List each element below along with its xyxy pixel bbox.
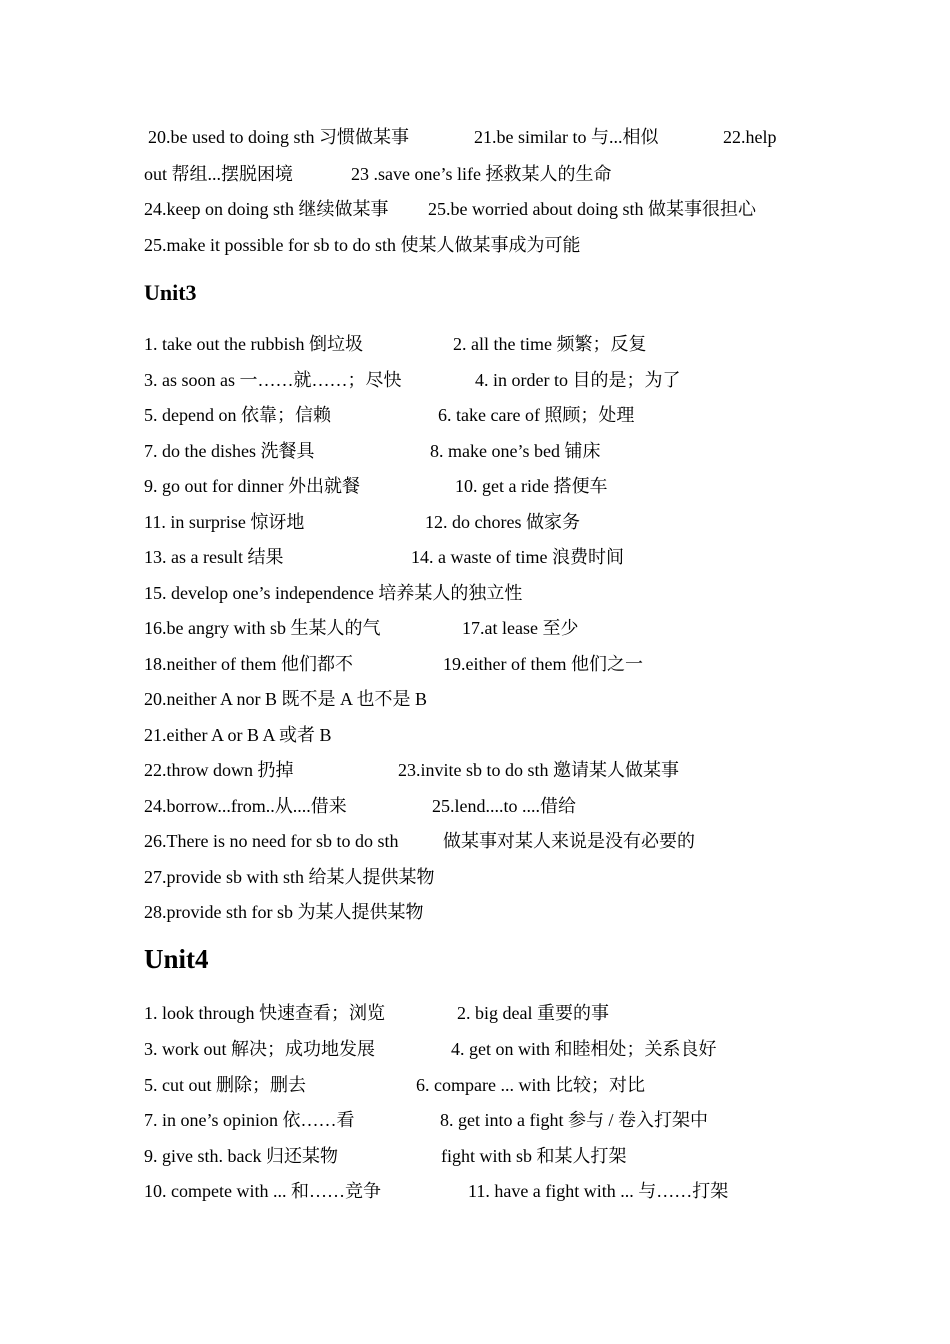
phrase: 7. do the dishes 洗餐具 [144, 441, 315, 461]
phrase: 25.be worried about doing sth 做某事很担心 [428, 199, 756, 219]
phrase: 2. all the time 频繁；反复 [453, 334, 647, 354]
phrase: 14. a waste of time 浪费时间 [411, 547, 624, 567]
unit3-heading: Unit3 [144, 280, 197, 305]
phrase: 5. depend on 依靠；信赖 [144, 405, 331, 425]
phrase: 15. develop one’s independence 培养某人的独立性 [144, 583, 523, 603]
phrase: 10. compete with ... 和……竞争 [144, 1181, 381, 1201]
unit4-heading: Unit4 [144, 944, 209, 974]
phrase: 8. get into a fight 参与 / 卷入打架中 [440, 1110, 708, 1130]
phrase: 1. look through 快速查看；浏览 [144, 1003, 385, 1023]
phrase: 13. as a result 结果 [144, 547, 284, 567]
phrase: 9. give sth. back 归还某物 [144, 1146, 338, 1166]
phrase: 9. go out for dinner 外出就餐 [144, 476, 360, 496]
phrase: 5. cut out 删除；删去 [144, 1075, 306, 1095]
phrase: 16.be angry with sb 生某人的气 [144, 618, 381, 638]
phrase: 2. big deal 重要的事 [457, 1003, 609, 1023]
phrase: 24.borrow...from..从....借来 [144, 796, 347, 816]
phrase: 4. in order to 目的是；为了 [475, 370, 681, 390]
phrase: 23.invite sb to do sth 邀请某人做某事 [398, 760, 680, 780]
phrase: 28.provide sth for sb 为某人提供某物 [144, 902, 424, 922]
phrase: 4. get on with 和睦相处；关系良好 [451, 1039, 717, 1059]
phrase: 3. work out 解决；成功地发展 [144, 1039, 375, 1059]
phrase: 1. take out the rubbish 倒垃圾 [144, 334, 363, 354]
phrase: 27.provide sb with sth 给某人提供某物 [144, 867, 435, 887]
phrase: 3. as soon as 一……就……；尽快 [144, 370, 402, 390]
phrase: out 帮组...摆脱困境 [144, 164, 294, 184]
phrase: 10. get a ride 搭便车 [455, 476, 608, 496]
phrase: 21.be similar to 与...相似 [474, 127, 659, 147]
phrase: 6. compare ... with 比较；对比 [416, 1075, 645, 1095]
phrase: 11. in surprise 惊讶地 [144, 512, 305, 532]
phrase: 24.keep on doing sth 继续做某事 [144, 199, 389, 219]
phrase: 25.lend....to ....借给 [432, 796, 576, 816]
phrase: 20.neither A nor B 既不是 A 也不是 B [144, 689, 427, 709]
phrase: fight with sb 和某人打架 [441, 1146, 627, 1166]
phrase: 11. have a fight with ... 与……打架 [468, 1181, 729, 1201]
phrase: 23 .save one’s life 拯救某人的生命 [351, 164, 612, 184]
phrase: 22.help [723, 127, 777, 147]
phrase: 7. in one’s opinion 依……看 [144, 1110, 355, 1130]
phrase: 19.either of them 他们之一 [443, 654, 643, 674]
phrase: 17.at lease 至少 [462, 618, 579, 638]
phrase: 做某事对某人来说是没有必要的 [443, 831, 695, 851]
phrase: 21.either A or B A 或者 B [144, 725, 332, 745]
phrase: 25.make it possible for sb to do sth 使某人做某事成为可能 [144, 235, 581, 255]
phrase: 22.throw down 扔掉 [144, 760, 294, 780]
phrase: 26.There is no need for sb to do sth [144, 831, 399, 851]
phrase: 6. take care of 照顾；处理 [438, 405, 635, 425]
phrase: 12. do chores 做家务 [425, 512, 580, 532]
phrase: 20.be used to doing sth 习惯做某事 [148, 127, 409, 147]
phrase: 8. make one’s bed 铺床 [430, 441, 601, 461]
phrase: 18.neither of them 他们都不 [144, 654, 353, 674]
